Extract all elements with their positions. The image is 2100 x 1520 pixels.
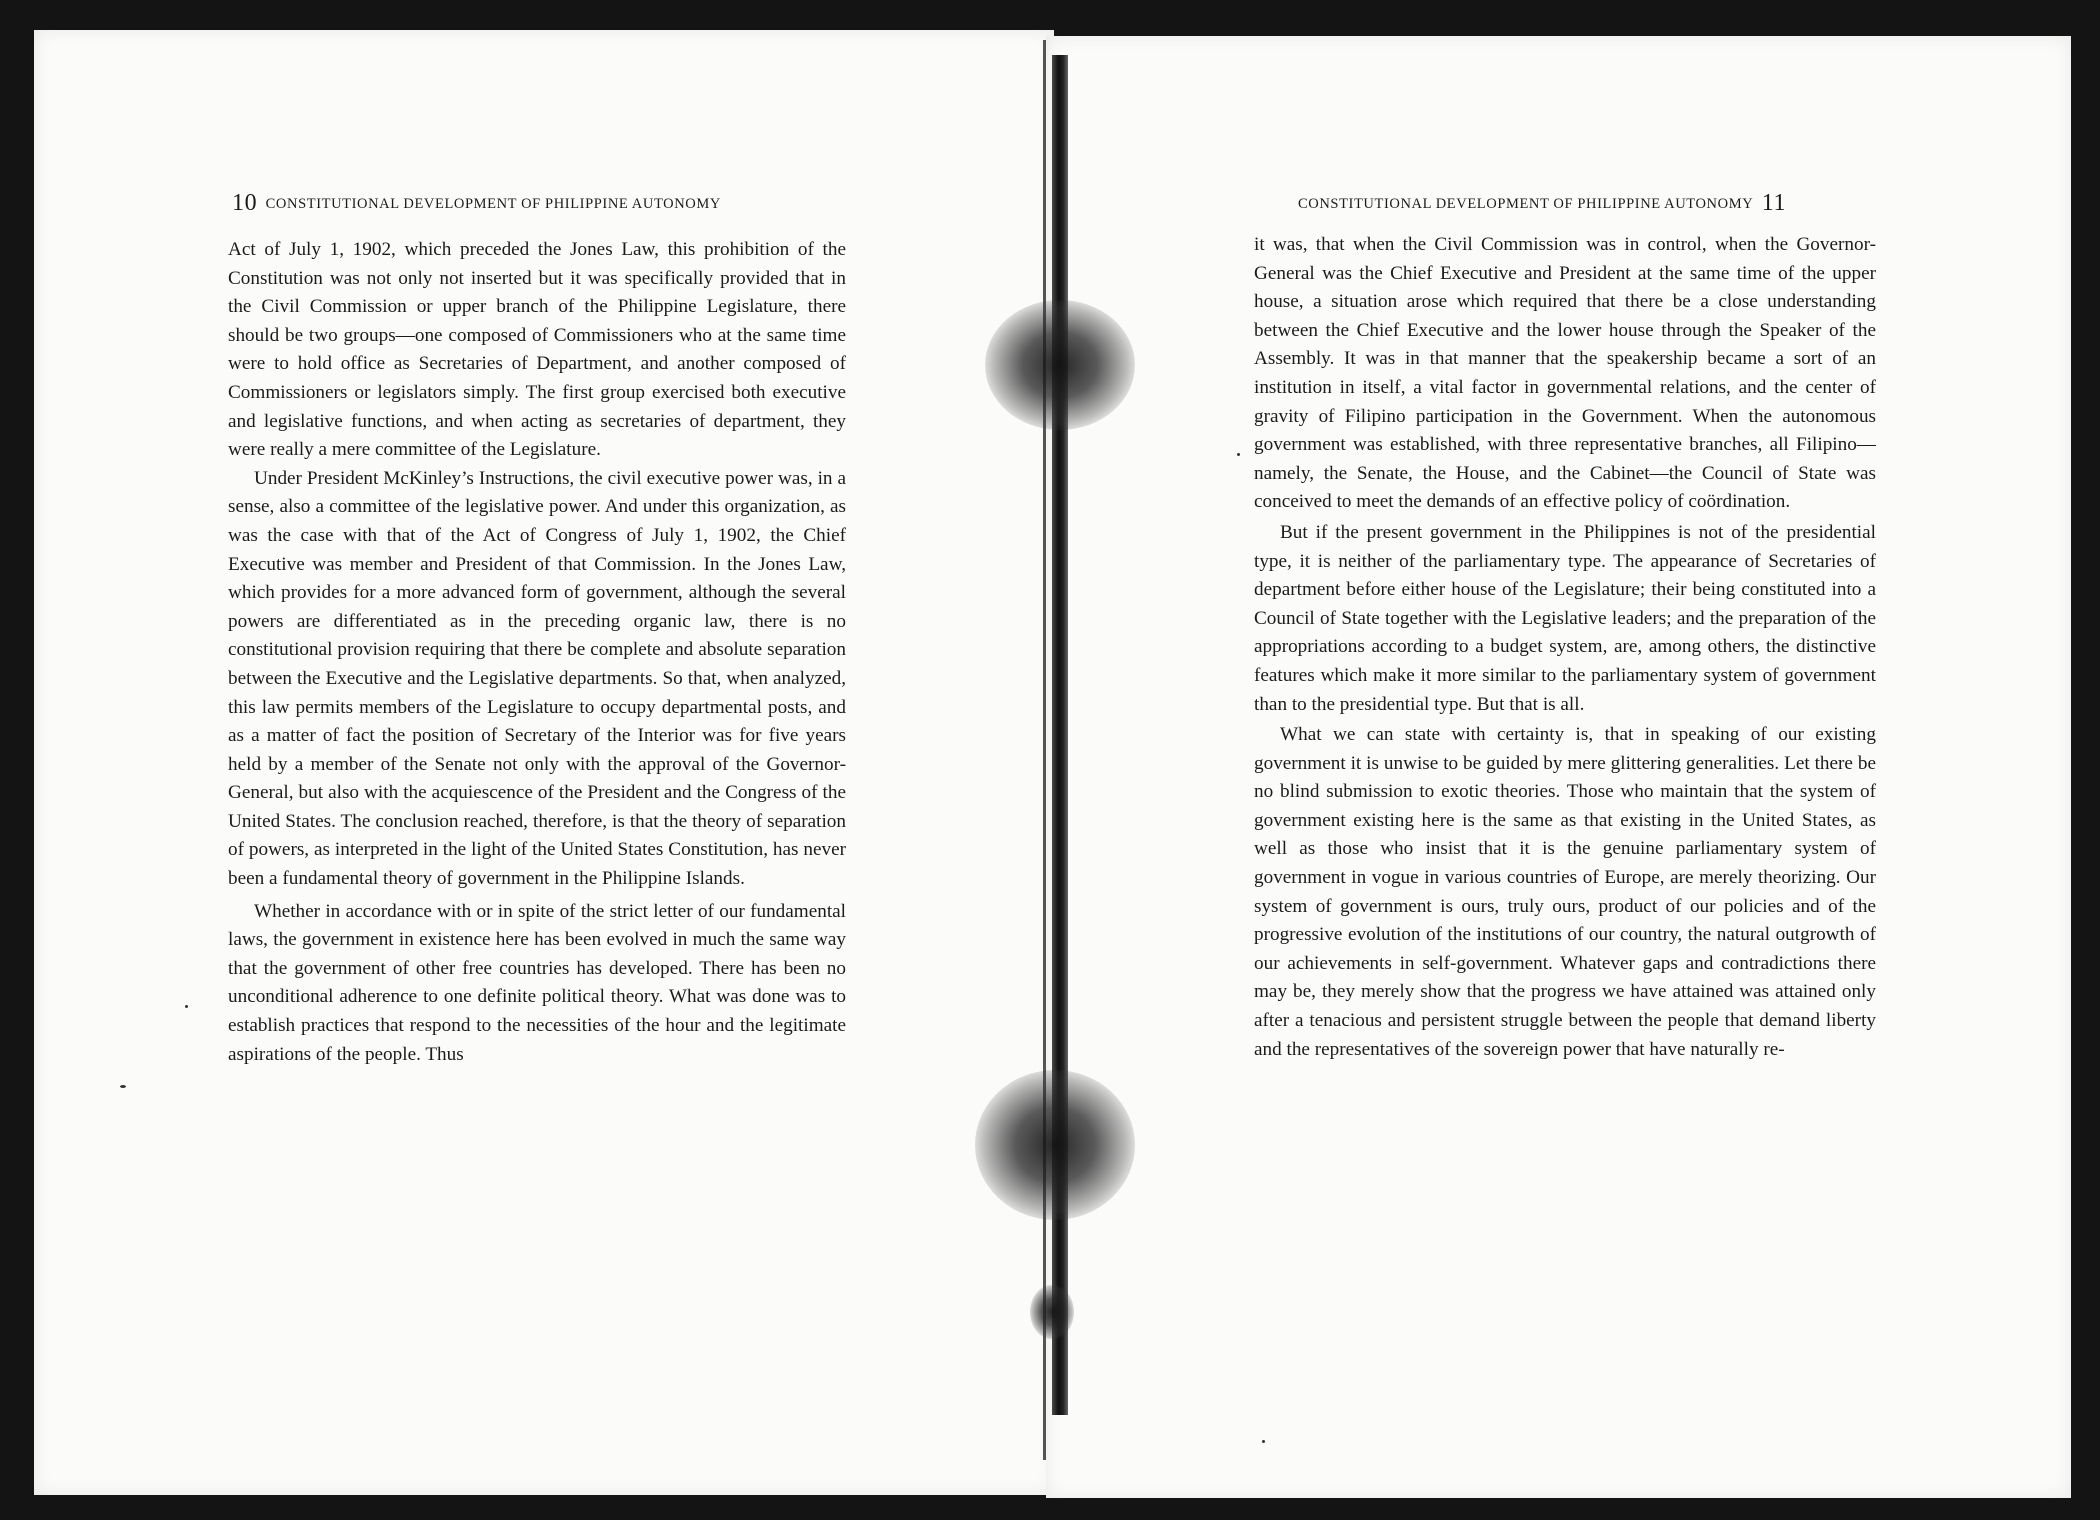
left-running-head-title: CONSTITUTIONAL DEVELOPMENT OF PHILIPPINE AUTONOMY <box>265 196 721 212</box>
right-running-head-title: CONSTITUTIONAL DEVELOPMENT OF PHILIPPINE AUTONOMY <box>1298 196 1754 212</box>
left-page-number: 10 <box>232 190 258 216</box>
ink-blot-small <box>1030 1285 1074 1339</box>
scan-speck <box>1262 1440 1265 1443</box>
right-body-text <box>1254 231 1876 1064</box>
ink-blot-lower <box>975 1070 1135 1220</box>
scan-speck <box>185 1005 188 1008</box>
gutter-shadow <box>1043 40 1046 1460</box>
left-page <box>34 30 1054 1495</box>
scan-speck <box>1237 453 1240 456</box>
left-paragraph-2: Under President McKinley’s Instructions, the civil executive power was, in a sense, also a committee of the legislative power. And under this organization, as was the case with that of the Act of Congress of July 1, 1902, the Chief Executive was member and President of that Commission. In the Jones Law, which provides for a more advanced form of government, although the several powers are differentiated as in the preceding organic law, there is no constitutional provision requiring that there be complete and absolute separation between the Executive and the Legislative departments. So that, when analyzed, this law permits members of the Legislature to occupy departmental posts, and as a matter of fact the position of Secretary of the Interior was for five years held by a member of the Senate not only with the approval of the Governor-General, but also with the acquiescence of the President and the Congress of the United States. The conclusion reached, therefore, is that the theory of separation of powers, as interpreted in the light of the United States Constitution, has never been a fundamental theory of government in the Philippine Islands. <box>228 467 846 890</box>
left-paragraph-1: Act of July 1, 1902, which preceded the Jones Law, this prohibition of the Constitution was not only not inserted but it was specifically provided that in the Civil Commission or upper branch of the Philippine Legislature, there should be two groups—one composed of Commissioners who at the same time were to hold office as Secretaries of Department, and another composed of Commissioners or legislators simply. The first group exercised both executive and legislative functions, and when acting as secretaries of department, they were really a mere committee of the Legislature. <box>228 239 846 461</box>
right-running-head <box>1298 190 1786 217</box>
right-paragraph-2: But if the present government in the Philippines is not of the presidential type, it is neither of the parliamentary type. The appearance of Secretaries of department before either house of the Legislature; their being constituted into a Council of State together with the Legislative leaders; and the preparation of the appropriations according to a budget system, are, among others, the distinctive features which make it more similar to the parliamentary system of government than to the presidential type. But that is all. <box>1254 521 1876 715</box>
right-paragraph-3: What we can state with certainty is, that in speaking of our existing government it is unwise to be guided by mere glittering generalities. Let there be no blind submission to exotic theories. Those who maintain that the system of government existing here is the same as that existing in the United States, as well as those who insist that it is the genuine parliamentary system of government in vogue in various countries of Europe, are merely theorizing. Our system of government is ours, truly ours, product of our policies and of the progressive evolution of the institutions of our country, the natural outgrowth of our achievements in self-government. Whatever gaps and contradictions there may be, they merely show that the progress we have attained was attained only after a tenacious and persistent struggle between the people that demand liberty and the representatives of the sovereign power that have naturally re- <box>1254 724 1876 1060</box>
scan-speck <box>120 1085 126 1088</box>
right-page-number: 11 <box>1761 190 1787 216</box>
ink-blot-upper <box>985 300 1135 430</box>
left-running-head <box>232 190 721 217</box>
right-paragraph-1: it was, that when the Civil Commission was in control, when the Governor-General was the Chief Executive and President at the same time of the upper house, a situation arose which required that there be a close understanding between the Chief Executive and the lower house through the Speaker of the Assembly. It was in that manner that the speakership became a sort of an institution in itself, a vital factor in governmental relations, and the center of gravity of Filipino participation in the Government. When the autonomous government was established, with three representative branches, all Filipino—namely, the Senate, the House, and the Cabinet—the Council of State was conceived to meet the demands of an effective policy of coördination. <box>1254 234 1876 513</box>
right-page <box>1046 36 2071 1498</box>
left-body-text <box>228 236 846 1069</box>
left-paragraph-3: Whether in accordance with or in spite of the strict letter of our fundamental laws, the government in existence here has been evolved in much the same way that the government of other free countries has developed. There has been no unconditional adherence to one definite political theory. What was done was to establish practices that respond to the necessities of the hour and the legitimate aspirations of the people. Thus <box>228 900 846 1065</box>
